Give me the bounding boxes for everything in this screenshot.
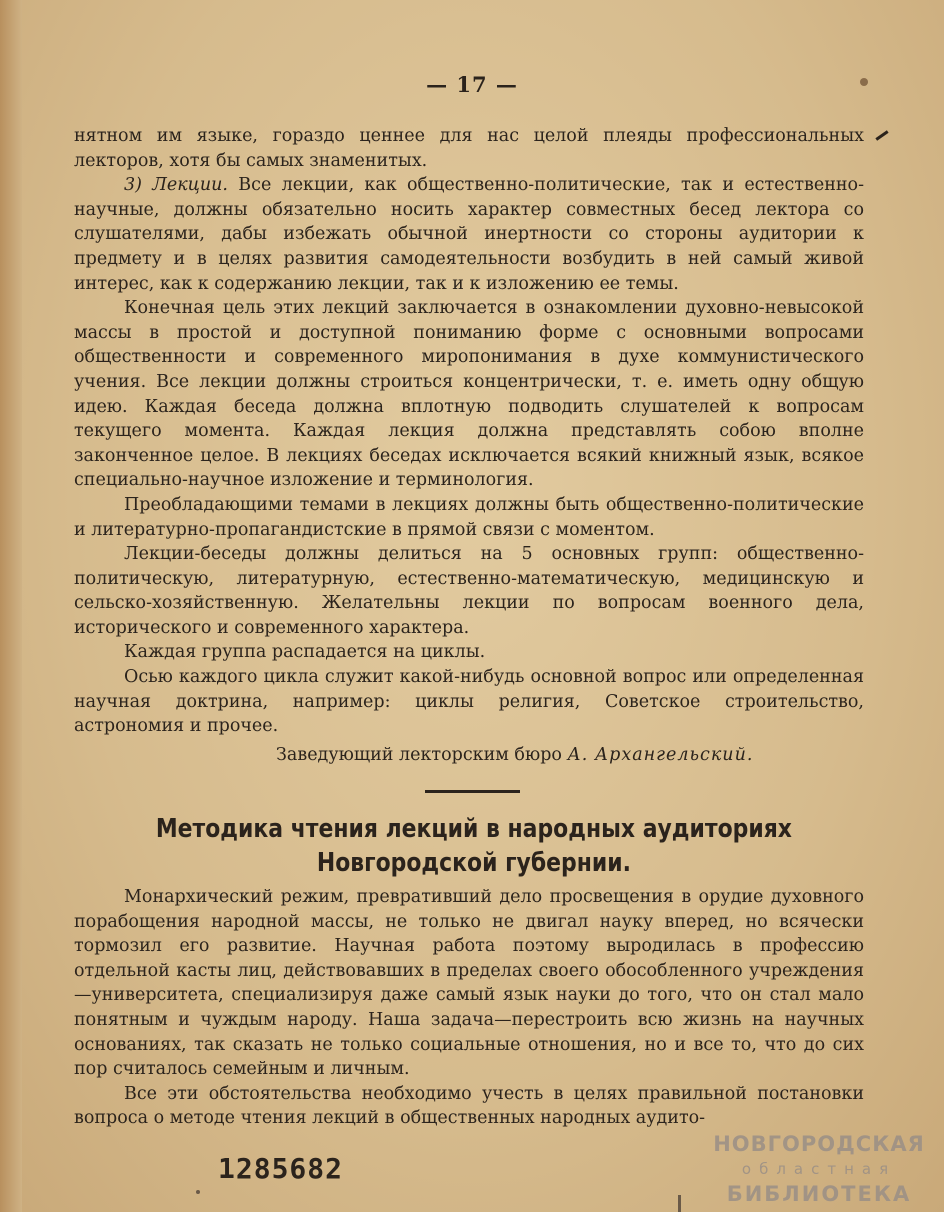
paragraph-themes: Преобладающими темами в лекциях должны быть общественно-политические и литературно-пропагандистские в прямой связи с моментом. xyxy=(74,494,864,540)
signature-name: А. Архангельский. xyxy=(567,745,754,765)
section-heading: Методика чтения лекций в народных аудиториях Новгородской губернии. xyxy=(155,814,792,878)
signature-title: Заведующий лекторским бюро xyxy=(276,745,562,765)
paragraph-lectures xyxy=(74,173,864,296)
section-body-1 xyxy=(74,124,864,739)
section-divider xyxy=(425,790,520,793)
paragraph-continuation: нятном им языке, гораздо ценнее для нас целой плеяды профессиональных лекторов, хотя бы самых знаменитых. xyxy=(74,126,864,171)
inventory-number: 1285682 xyxy=(218,1152,344,1185)
stamp-line-1: НОВГОРОДСКАЯ xyxy=(713,1132,925,1156)
library-stamp xyxy=(694,1130,944,1212)
paragraph-cycles: Каждая группа распадается на циклы. xyxy=(124,642,486,663)
stamp-line-2: областная xyxy=(741,1160,897,1178)
stamp-edge xyxy=(678,1195,681,1212)
signature xyxy=(276,745,753,765)
page-edge xyxy=(0,0,22,1212)
paragraph-goal: Конечная цель этих лекций заключается в ознакомлении духовно-невысокой массы в простой и доступной пониманию форме с основными вопросами общественности и современного миропонимания в духе коммунистического учения. Все лекции должны строиться концентрически, т. е. иметь одну общую идею. Каждая беседа должна вплотную подводить слушателей к вопросам текущего момента. Каждая лекция должна представлять собою вполне законченное целое. В лекциях беседах исключается всякий книжный язык, всякое специально-научное изложение и терминология. xyxy=(74,298,864,491)
paragraph-axis: Осью каждого цикла служит какой-нибудь основной вопрос или определенная научная доктрина, например: циклы религия, Советское строительство, астрономия и прочее. xyxy=(74,667,864,737)
paragraph-regime: Монархический режим, превративший дело просвещения в орудие духовного порабощения народной массы, не только не двигал науку вперед, но всячески тормозил его развитие. Научная работа поэтому выродилась в профессию отдельной касты лиц, действовавших в пределах своего обособленного учреждения—университета, специализируя даже самый язык науки до того, что он стал мало понятным и чуждым народу. Наша задача—перестроить всю жизнь на научных основаниях, так сказать не только социальные отношения, но и все то, что до сих пор считалось семейным и личным. xyxy=(74,887,864,1080)
section-body-2 xyxy=(74,885,864,1131)
lectures-text: Все лекции, как общественно-политические, так и естественно-научные, должны обязательно носить характер совместных бесед лектора со слушателями, дабы избежать обычной инертности со стороны аудитории к предмету и в целях развития самодеятельности возбудить в ней самый живой интерес, как к содержанию лекции, так и к изложению ее темы. xyxy=(74,175,864,294)
page-number: — 17 — xyxy=(426,72,518,97)
stamp-line-3: БИБЛИОТЕКА xyxy=(726,1182,912,1206)
lectures-label: 3) Лекции. xyxy=(124,175,228,196)
ink-dot xyxy=(196,1190,200,1194)
paragraph-circumstances: Все эти обстоятельства необходимо учесть в целях правильной постановки вопроса о методе чтения лекций в общественных народных аудито- xyxy=(74,1083,864,1129)
paragraph-groups: Лекции-беседы должны делиться на 5 основных групп: общественно-политическую, литературную, естественно-математическую, медицинскую и сельско-хозяйственную. Желательны лекции по вопросам военного дела, исторического и современного характера. xyxy=(74,544,864,638)
